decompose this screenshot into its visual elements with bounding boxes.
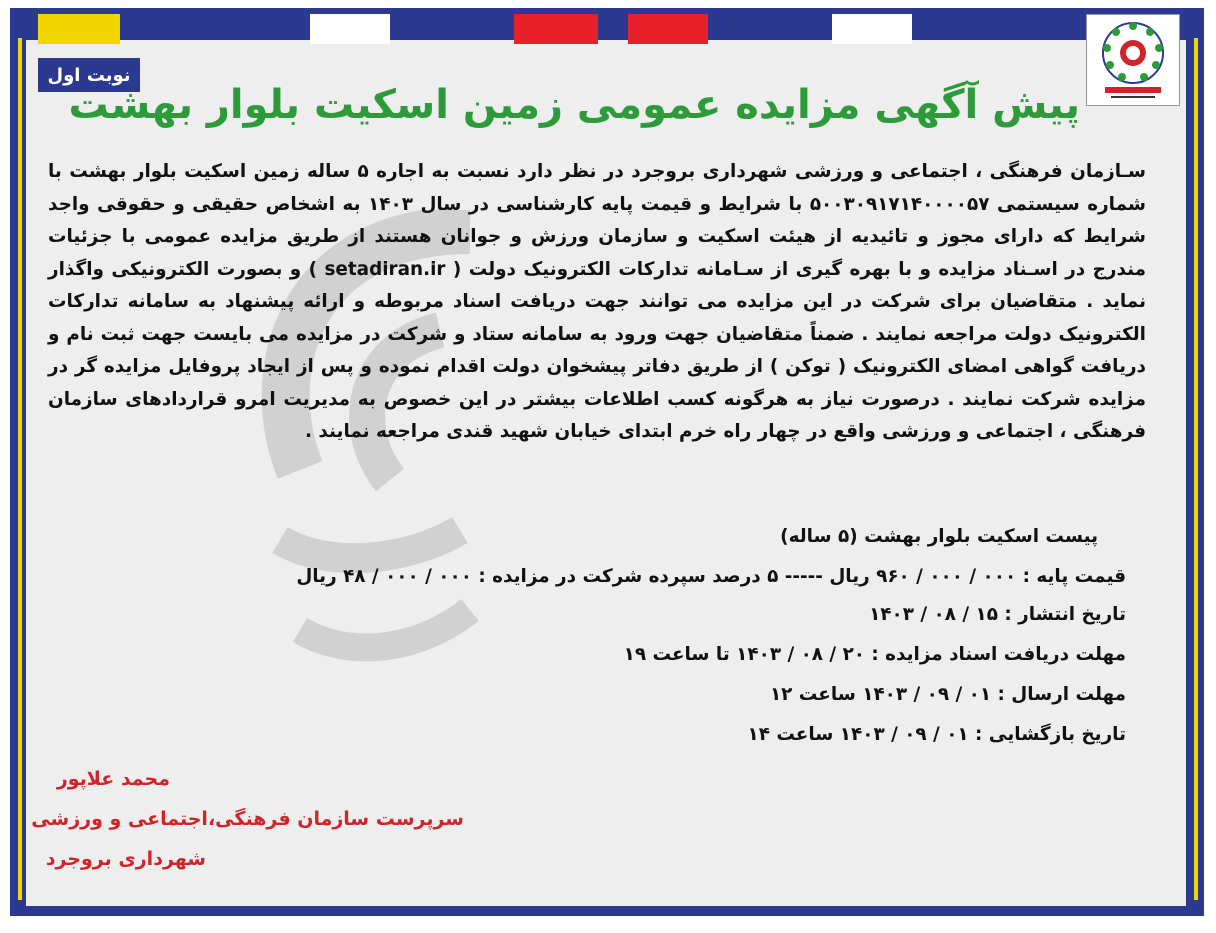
opening-date-line: تاریخ بازگشایی : ۰۱ / ۰۹ / ۱۴۰۳ ساعت ۱۴ bbox=[747, 724, 1126, 745]
color-bar-red bbox=[514, 14, 598, 44]
color-bar-white-2 bbox=[832, 14, 912, 44]
edition-badge: نوبت اول bbox=[38, 58, 140, 92]
signatory-name: محمد علاپور bbox=[56, 768, 170, 790]
signatory-organization: شهرداری بروجرد bbox=[45, 848, 206, 870]
page-title: پیش آگهی مزایده عمومی زمین اسکیت بلوار بهشت bbox=[68, 82, 1080, 128]
announcement-body: سـازمان فرهنگی ، اجتماعی و ورزشی شهرداری بروجرد در نظر دارد نسبت به اجاره ۵ ساله زمین اسکیت بلوار بهشت با شماره سیستمی ۵۰۰۳۰۹۱۷۱۴۰۰۰۰۵۷ با شرایط و قیمت پایه کارشناسی در سال ۱۴۰۳ به اشخاص حقیقی و حقوقی واجد شرایط که دارای مجوز و تائیدیه از هیئت اسکیت و سازمان ورزش و جوانان هستند از طریق مزایده عمومی با جزئیات مندرج در اسـناد مزایده و با بهره گیری از سـامانه تدارکات الکترونیک دولت ( setadiran.ir ) و بصورت الکترونیکی واگذار نماید . متقاضیان برای شرکت در این مزایده می توانند جهت دریافت اسناد مربوطه و ارائه پیشنهاد به سامانه تدارکات الکترونیک دولت مراجعه نمایند . ضمناً متقاضیان جهت ورود به سامانه ستاد و شرکت در مزایده می بایست جهت ثبت نام و دریافت گواهی امضای الکترونیک ( توکن ) از طریق دفاتر پیشخوان دولت اقدام نموده و پس از ایجاد پروفایل مزایده گر در مزایده شرکت نمایند . درصورت نیاز به هرگونه کسب اطلاعات بیشتر در این خصوص به مدیریت امرو قراردادهای سازمان فرهنگی ، اجتماعی و ورزشی واقع در چهار راه خرم ابتدای خیابان شهید قندی مراجعه نمایند . bbox=[48, 161, 1146, 442]
document-deadline-line: مهلت دریافت اسناد مزایده : ۲۰ / ۰۸ / ۱۴۰۳ تا ساعت ۱۹ bbox=[623, 644, 1126, 665]
emblem-icon bbox=[1087, 15, 1179, 105]
signatory-role: سرپرست سازمان فرهنگی،اجتماعی و ورزشی bbox=[31, 808, 464, 830]
municipality-logo bbox=[1086, 14, 1180, 106]
left-yellow-rule bbox=[18, 38, 22, 900]
right-yellow-rule bbox=[1194, 38, 1198, 900]
color-bar-yellow bbox=[38, 14, 120, 44]
color-bar-red-2 bbox=[628, 14, 708, 44]
price-line: قیمت پایه : ۰۰۰ / ۰۰۰ / ۹۶۰ ریال ----- ۵ درصد سپرده شرکت در مزایده : ۰۰۰ / ۰۰۰ / ۴۸ ریال bbox=[296, 566, 1126, 587]
send-deadline-line: مهلت ارسال : ۰۱ / ۰۹ / ۱۴۰۳ ساعت ۱۲ bbox=[769, 684, 1126, 705]
item-line: پیست اسکیت بلوار بهشت (۵ ساله) bbox=[780, 526, 1098, 547]
color-bar-white bbox=[310, 14, 390, 44]
publish-date-line: تاریخ انتشار : ۱۵ / ۰۸ / ۱۴۰۳ bbox=[869, 604, 1126, 625]
